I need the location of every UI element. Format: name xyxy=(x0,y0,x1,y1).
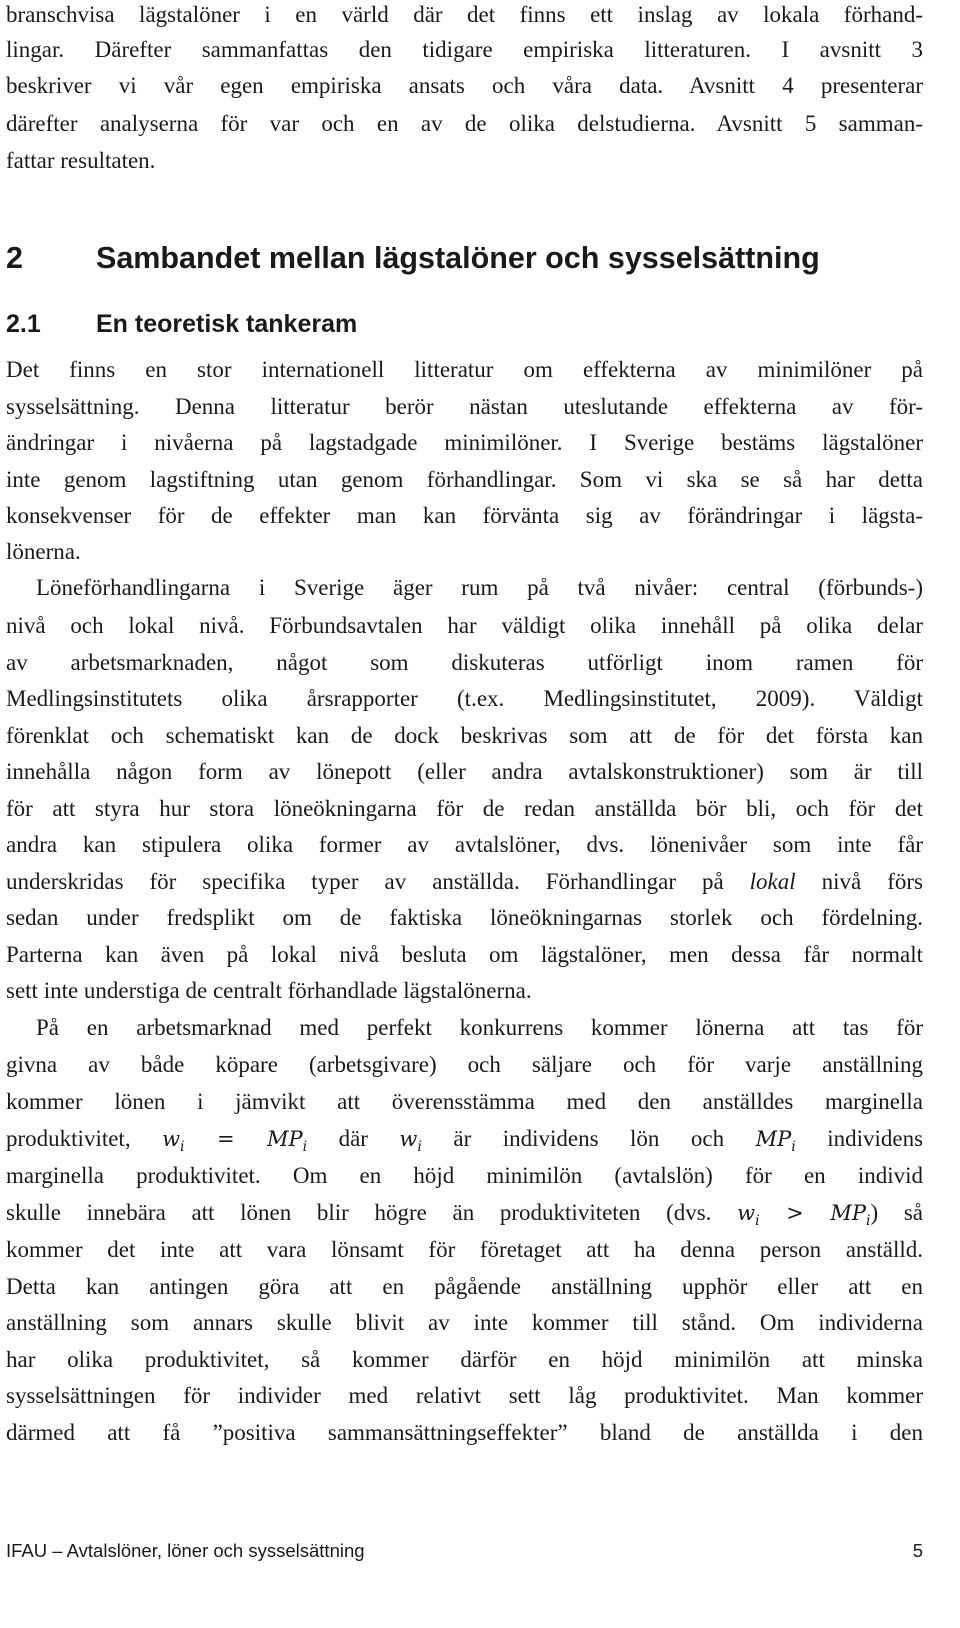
math-operator: = xyxy=(216,1127,235,1151)
emphasis-text: lokal xyxy=(749,869,796,894)
math-expression xyxy=(737,1201,871,1230)
paragraph-line: andra kan stipulera olika former av avtalslöner, dvs. lönenivåer som inte får xyxy=(6,832,923,857)
paragraph-line: av arbetsmarknaden, något som diskuteras utförligt inom ramen för xyxy=(6,650,923,675)
paragraph-line: sett inte understiga de centralt förhandlade lägstalönerna. xyxy=(6,978,532,1003)
intro-line: lingar. Därefter sammanfattas den tidigare empiriska litteraturen. I avsnitt 3 xyxy=(6,37,923,62)
subsection-title: En teoretisk tankeram xyxy=(96,310,358,338)
paragraph-line: sedan under fredsplikt om de faktiska löneökningarnas storlek och fördelning. xyxy=(6,905,923,930)
paragraph-line: anställning som annars skulle blivit av inte kommer till stånd. Om individerna xyxy=(6,1310,923,1335)
math-subscript: i xyxy=(302,1139,308,1156)
intro-line: därefter analyserna för var och en av de olika delstudierna. Avsnitt 5 samman- xyxy=(6,111,923,136)
text-span: där xyxy=(338,1126,368,1151)
paragraph-line: har olika produktivitet, så kommer därför en höjd minimilön att minska xyxy=(6,1347,923,1372)
math-subscript: i xyxy=(791,1139,796,1156)
paragraph-line: Löneförhandlingarna i Sverige äger rum på två nivåer: central (förbunds-) xyxy=(36,575,923,600)
paragraph-line: innehålla någon form av lönepott (eller andra avtalskonstruktioner) som är till xyxy=(6,759,923,784)
math-subscript: i xyxy=(180,1139,185,1156)
footer-text: IFAU – Avtalslöner, löner och sysselsättning xyxy=(6,1540,365,1561)
paragraph-line: inte genom lagstiftning utan genom förhandlingar. Som vi ska se så har detta xyxy=(6,467,923,492)
math-operator: > xyxy=(786,1201,804,1225)
paragraph-line xyxy=(6,1124,923,1162)
text-span: ) så xyxy=(870,1200,923,1225)
paragraph-line: givna av både köpare (arbetsgivare) och säljare och för varje anställning xyxy=(6,1052,923,1077)
paragraph-line: kommer lönen i jämvikt att överensstämma med den anställdes marginella xyxy=(6,1089,923,1114)
math-var: w xyxy=(399,1127,418,1151)
text-span: är individens lön och xyxy=(453,1126,725,1151)
paragraph-line: lönerna. xyxy=(6,539,81,564)
section-number: 2 xyxy=(6,241,23,275)
paragraph-line: för att styra hur stora löneökningarna för de redan anställda bör bli, och för det xyxy=(6,796,923,821)
math-subscript: i xyxy=(866,1213,871,1230)
paragraph-line: därmed att få ”positiva sammansättningseffekter” bland de anställda i den xyxy=(6,1420,923,1445)
paragraph-line: Medlingsinstitutets olika årsrapporter (t.ex. Medlingsinstitutet, 2009). Väldigt xyxy=(6,686,923,711)
paragraph-line: Parterna kan även på lokal nivå besluta om lägstalöner, men dessa får normalt xyxy=(6,942,923,967)
paragraph-line: kommer det inte att vara lönsamt för företaget att ha denna person anställd. xyxy=(6,1237,923,1262)
paragraph-line: sysselsättning. Denna litteratur berör nästan uteslutande effekterna av för- xyxy=(6,394,923,419)
text-span: underskridas för specifika typer av anställda. Förhandlingar på xyxy=(6,869,724,894)
math-subscript: i xyxy=(755,1213,760,1230)
paragraph-line xyxy=(6,1198,923,1236)
paragraph-line: Det finns en stor internationell litteratur om effekterna av minimilöner på xyxy=(6,357,923,382)
intro-line: beskriver vi vår egen empiriska ansats och våra data. Avsnitt 4 presenterar xyxy=(6,73,923,98)
math-expression xyxy=(755,1127,796,1156)
page-number: 5 xyxy=(912,1540,923,1561)
math-var: w xyxy=(737,1201,756,1225)
math-var: MP xyxy=(266,1127,303,1151)
paragraph-line: ändringar i nivåerna på lagstadgade minimilöner. I Sverige bestäms lägstalöner xyxy=(6,430,923,455)
intro-line: branschvisa lägstalöner i en värld där det finns ett inslag av lokala förhand- xyxy=(6,2,923,27)
paragraph-line: marginella produktivitet. Om en höjd minimilön (avtalslön) för en individ xyxy=(6,1163,923,1188)
math-expression xyxy=(399,1127,422,1156)
text-span: individens xyxy=(827,1126,924,1151)
math-var: MP xyxy=(755,1127,792,1151)
math-subscript: i xyxy=(417,1139,422,1156)
page-footer xyxy=(6,1538,923,1564)
intro-line: fattar resultaten. xyxy=(6,148,156,173)
text-span: produktivitet, xyxy=(6,1126,131,1151)
paragraph-line: sysselsättningen för individer med relativt sett låg produktivitet. Man kommer xyxy=(6,1383,923,1408)
subsection-number: 2.1 xyxy=(6,310,41,338)
paragraph-line xyxy=(6,867,923,897)
paragraph-line: förenklat och schematiskt kan de dock beskrivas som att de för det första kan xyxy=(6,723,923,748)
math-var: w xyxy=(162,1127,181,1151)
math-var: MP xyxy=(830,1201,867,1225)
section-heading xyxy=(6,238,820,278)
paragraph-line: Detta kan antingen göra att en pågående anställning upphör eller att en xyxy=(6,1274,923,1299)
text-span: nivå förs xyxy=(821,869,924,894)
paragraph-line: konsekvenser för de effekter man kan förvänta sig av förändringar i lägsta- xyxy=(6,503,923,528)
text-span: skulle innebära att lönen blir högre än produktiviteten (dvs. xyxy=(6,1200,712,1225)
section-title: Sambandet mellan lägstalöner och sysselsättning xyxy=(96,241,820,275)
math-expression xyxy=(162,1127,308,1156)
paragraph-line: På en arbetsmarknad med perfekt konkurrens kommer lönerna att tas för xyxy=(36,1015,923,1040)
paragraph-line: nivå och lokal nivå. Förbundsavtalen har väldigt olika innehåll på olika delar xyxy=(6,613,923,638)
subsection-heading xyxy=(6,307,357,341)
